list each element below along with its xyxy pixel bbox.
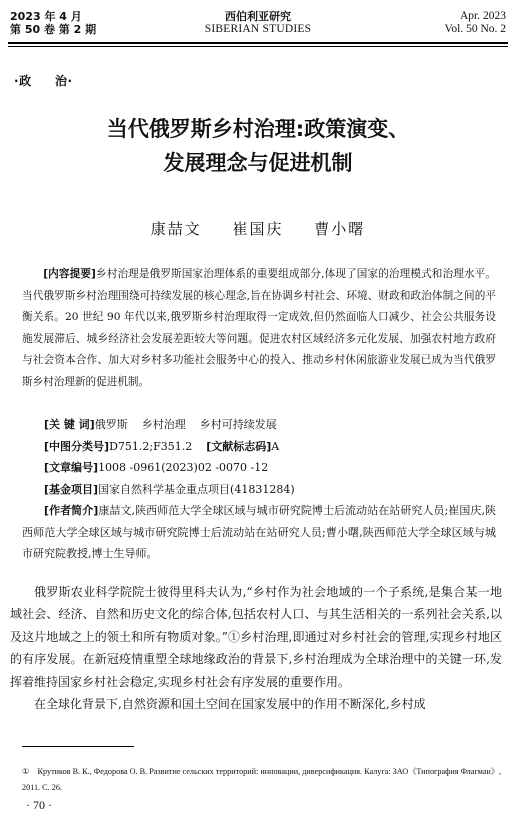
author-name: 曹小曙 [314, 220, 366, 238]
classification-row: [中图分类号]D751.2;F351.2 [文献标志码]A [44, 439, 280, 453]
body-paragraph: 俄罗斯农业科学院院士彼得里科夫认为,“乡村作为社会地域的一个子系统,是集合某一地域社会、经济、自然和历史文化的综合体,包括农村人口、与其生活相关的一系列社会关系,以及这片地域之上的领土和所有物质对象。”①乡村治理,即通过对乡村社会的管理,实现乡村地区的有序发展。在新冠疫情重塑全球地缘政治的背景下,乡村治理成为全球治理中的关键一环,发挥着维持国家乡村社会稳定,实现乡村社会有序发展的重要作用。 [10, 585, 502, 689]
abstract-text: 乡村治理是俄罗斯国家治理体系的重要组成部分,体现了国家的治理模式和治理水平。当代俄罗斯乡村治理围绕可持续发展的核心理念,旨在协调乡村社会、环境、财政和政治体制之间的平衡关系。20 世纪 90 年代以来,俄罗斯乡村治理取得一定成效,但仍然面临人口减少、社会公共服务设施发展滞后、城乡经济社会发展差距较大等问题。促进农村区域经济多元化发展、加强农村地方政府与社会资本合作、加大对乡村多功能社会服务中心的投入、推动乡村休闲旅游业发展已成为当代俄罗斯乡村治理新的促进机制。 [22, 268, 496, 388]
author-name: 崔国庆 [232, 220, 284, 238]
issue-date: 2023 年 4 月 [10, 10, 82, 23]
body-paragraph: 在全球化背景下,自然资源和国土空间在国家发展中的作用不断深化,乡村成 [34, 697, 426, 712]
classification-code: D751.2;F351.2 [109, 439, 193, 453]
header-rule-thick [8, 42, 508, 44]
journal-name [0, 10, 516, 36]
article-title [0, 112, 516, 180]
document-code: A [271, 439, 280, 453]
keywords-row: [关 键 词]俄罗斯 乡村治理 乡村可持续发展 [44, 418, 277, 431]
issue-volume: 第 50 卷 第 2 期 [10, 23, 97, 36]
journal-name-cn: 西伯利亚研究 [225, 10, 291, 23]
abstract [22, 264, 496, 393]
fund-row: [基金项目]国家自然科学基金重点项目(41831284) [44, 482, 295, 496]
article-body [10, 581, 502, 715]
author-list [0, 218, 516, 239]
abstract-label: [内容提要] [43, 268, 96, 280]
issue-date-en: Apr. 2023 [460, 10, 506, 22]
metadata-block [22, 414, 496, 565]
page-number: · 70 · [26, 798, 52, 812]
section-label: ·政 治· [14, 74, 73, 88]
keyword: 乡村可持续发展 [199, 418, 277, 431]
author-intro: [作者简介]康喆文,陕西师范大学全球区域与城市研究院博士后流动站在站研究人员;崔国庆,陕西师范大学全球区域与城市研究院博士后流动站在站研究人员;曹小曙,陕西师范大学全球区域与城市研究院教授,博士生导师。 [22, 504, 496, 560]
author-intro-text: 康喆文,陕西师范大学全球区域与城市研究院博士后流动站在站研究人员;崔国庆,陕西师范大学全球区域与城市研究院博士后流动站在站研究人员;曹小曙,陕西师范大学全球区域与城市研究院教授,博士生导师。 [22, 504, 496, 560]
footnote: ① Крутиков В. К., Федорова О. В. Развитие сельских территорий: инновации, диверсификация. Калуга: ЗАО《Типография Флагман》, 2011. С. 26. [22, 767, 502, 792]
author-name: 康喆文 [150, 220, 202, 238]
journal-name-en: SIBERIAN STUDIES [204, 23, 312, 35]
title-line-2: 发展理念与促进机制 [163, 151, 353, 175]
keyword: 俄罗斯 [94, 418, 128, 431]
issue-info-en [445, 10, 506, 36]
issue-volume-en: Vol. 50 No. 2 [444, 23, 506, 35]
article-number: 1008 -0961(2023)02 -0070 -12 [98, 461, 269, 474]
keyword: 乡村治理 [141, 418, 186, 431]
article-number-row: [文章编号]1008 -0961(2023)02 -0070 -12 [44, 461, 269, 474]
title-line-1: 当代俄罗斯乡村治理:政策演变、 [106, 117, 410, 141]
header-rule-thin [8, 46, 508, 47]
footnote-rule [22, 746, 134, 747]
fund-project: 国家自然科学基金重点项目(41831284) [98, 482, 295, 496]
